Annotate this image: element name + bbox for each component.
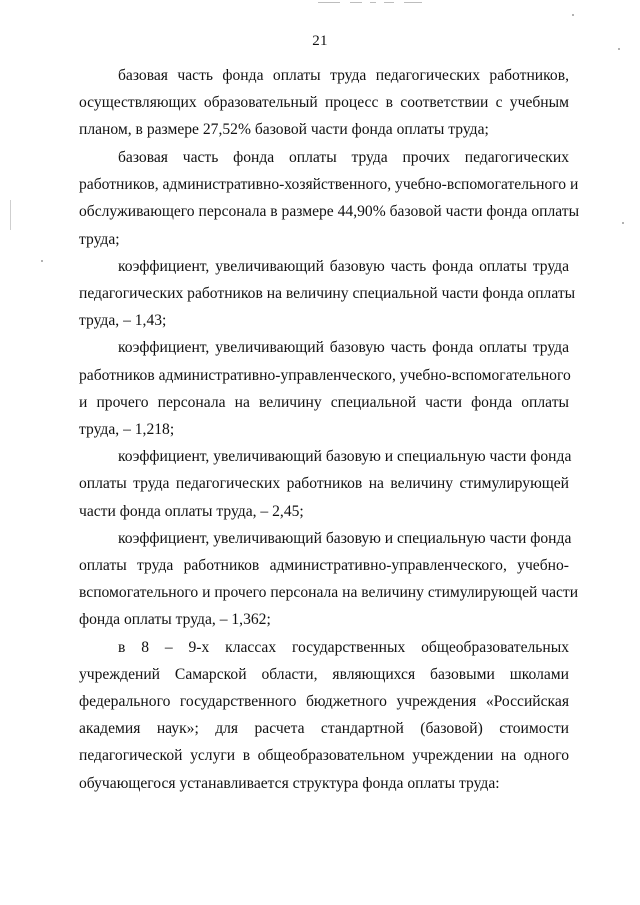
text-line: академия наук»; для расчета стандартной (базовой) стоимости <box>79 720 569 738</box>
scan-artifact <box>41 260 43 262</box>
text-line: педагогической услуги в общеобразовательном учреждении на одного <box>79 747 569 765</box>
text-line: педагогических работников на величину специальной части фонда оплаты <box>79 284 576 302</box>
text-line: труда; <box>79 230 120 248</box>
paragraph <box>79 62 569 144</box>
document-body <box>79 62 580 797</box>
text-line: базовая часть фонда оплаты труда прочих педагогических <box>118 148 569 166</box>
text-line: коэффициент, увеличивающий базовую и специальную части фонда <box>118 529 572 547</box>
text-line: обучающегося устанавливается структура фонда оплаты труда: <box>79 774 500 792</box>
paragraph <box>79 253 576 335</box>
text-line: планом, в размере 27,52% базовой части фонда оплаты труда; <box>79 121 489 139</box>
text-line: и прочего персонала на величину специальной части фонда оплаты <box>79 393 569 411</box>
scan-artifact <box>384 2 394 3</box>
text-line: оплаты труда педагогических работников на величину стимулирующей <box>79 475 569 493</box>
text-line: учреждений Самарской области, являющихся базовыми школами <box>79 665 569 683</box>
text-line: труда, – 1,43; <box>79 312 167 330</box>
scan-artifact <box>572 14 574 16</box>
text-line: коэффициент, увеличивающий базовую часть фонда оплаты труда <box>118 339 569 357</box>
text-line: базовая часть фонда оплаты труда педагогических работников, <box>118 67 569 84</box>
scan-artifact <box>404 2 422 3</box>
text-line: оплаты труда работников административно-управленческого, учебно- <box>79 556 569 574</box>
text-line: осуществляющих образовательный процесс в соответствии с учебным <box>79 94 569 112</box>
text-line: коэффициент, увеличивающий базовую и специальную части фонда <box>118 448 572 466</box>
text-line: труда, – 1,218; <box>79 420 175 438</box>
scan-artifact <box>318 2 340 3</box>
page-number: 21 <box>312 33 328 49</box>
text-line: фонда оплаты труда, – 1,362; <box>79 611 271 629</box>
scan-artifact <box>622 222 624 224</box>
text-line: обслуживающего персонала в размере 44,90% базовой части фонда оплаты <box>79 203 580 221</box>
paragraph <box>79 334 569 443</box>
text-line: в 8 – 9-х классах государственных общеобразовательных <box>118 638 569 656</box>
text-line: работников административно-управленческого, учебно-вспомогательного <box>79 366 571 384</box>
paragraph <box>79 443 572 525</box>
scan-artifact <box>10 200 11 230</box>
paragraph <box>79 634 569 797</box>
text-line: вспомогательного и прочего персонала на величину стимулирующей части <box>79 584 579 602</box>
text-line: федерального государственного бюджетного учреждения «Российская <box>79 692 569 710</box>
scan-artifact <box>350 2 362 3</box>
text-line: части фонда оплаты труда, – 2,45; <box>79 502 304 520</box>
text-line: работников, административно-хозяйственного, учебно-вспомогательного и <box>79 176 579 194</box>
paragraph <box>79 144 580 253</box>
scan-artifact <box>370 2 376 3</box>
paragraph <box>79 525 579 634</box>
text-line: коэффициент, увеличивающий базовую часть фонда оплаты труда <box>118 257 569 275</box>
